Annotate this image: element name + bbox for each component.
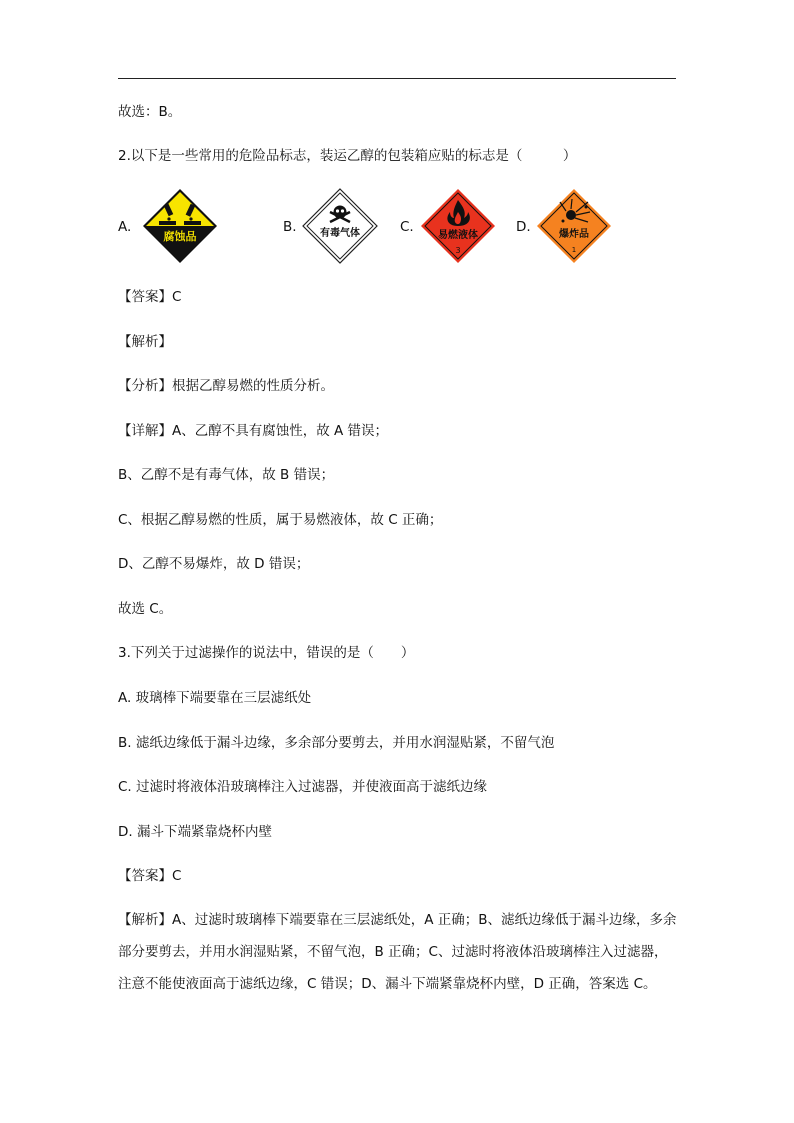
option-d-label: D. [516, 219, 531, 235]
corrosive-sign-text: 腐蚀品 [163, 230, 197, 243]
q2-xiangjie: 【详解】A、乙醇不具有腐蚀性，故 A 错误； [118, 423, 389, 439]
q3-option-d: D. 漏斗下端紧靠烧杯内壁 [118, 824, 272, 840]
prev-answer: 故选：B。 [118, 104, 182, 120]
q3-analysis: 【解析】A、过滤时玻璃棒下端要靠在三层滤纸处，A 正确；B、滤纸边缘低于漏斗边缘，多余部分要剪去，并用水润湿贴紧，不留气泡，B 正确；C、过滤时将液体沿玻璃棒注入过滤器，注意不能使液面高于滤纸边缘，C 错误；D、漏斗下端紧靠烧杯内壁，D 正确，答案选 C。 [118, 912, 677, 992]
flammable-sign-text: 易燃液体 [438, 230, 478, 241]
explosive-sign-icon [536, 188, 612, 264]
header-rule [118, 78, 676, 79]
q2-fenxi: 【分析】根据乙醇易燃的性质分析。 [118, 378, 334, 394]
toxic-gas-sign-icon [302, 188, 378, 264]
explosive-sign-text: 爆炸品 [559, 229, 589, 240]
explosive-class-number: 1 [571, 246, 577, 254]
question-3-stem: 3.下列关于过滤操作的说法中，错误的是（ ） [118, 645, 415, 661]
flammable-liquid-sign-icon [420, 188, 496, 264]
q3-option-b: B. 滤纸边缘低于漏斗边缘，多余部分要剪去，并用水润湿贴紧，不留气泡 [118, 735, 555, 751]
option-c-label: C. [400, 219, 414, 235]
hazard-sign-options [118, 188, 618, 268]
q3-option-a: A. 玻璃棒下端要靠在三层滤纸处 [118, 690, 312, 706]
q2-conclusion: 故选 C。 [118, 601, 173, 617]
corrosive-sign-icon [142, 188, 218, 264]
toxic-gas-sign-text: 有毒气体 [320, 228, 360, 239]
q2-line-b: B、乙醇不是有毒气体，故 B 错误； [118, 467, 335, 483]
q3-answer: 【答案】C [118, 868, 182, 884]
question-2-stem: 2.以下是一些常用的危险品标志，装运乙醇的包装箱应贴的标志是（ ） [118, 148, 577, 164]
q2-jiexi-heading: 【解析】 [118, 334, 172, 350]
flammable-class-number: 3 [455, 246, 461, 255]
q3-option-c: C. 过滤时将液体沿玻璃棒注入过滤器，并使液面高于滤纸边缘 [118, 779, 488, 795]
option-a-label: A. [118, 219, 132, 235]
q2-line-c: C、根据乙醇易燃的性质，属于易燃液体，故 C 正确； [118, 512, 443, 528]
option-b-label: B. [283, 219, 297, 235]
q2-answer: 【答案】C [118, 289, 182, 305]
q2-line-d: D、乙醇不易爆炸，故 D 错误； [118, 556, 310, 572]
